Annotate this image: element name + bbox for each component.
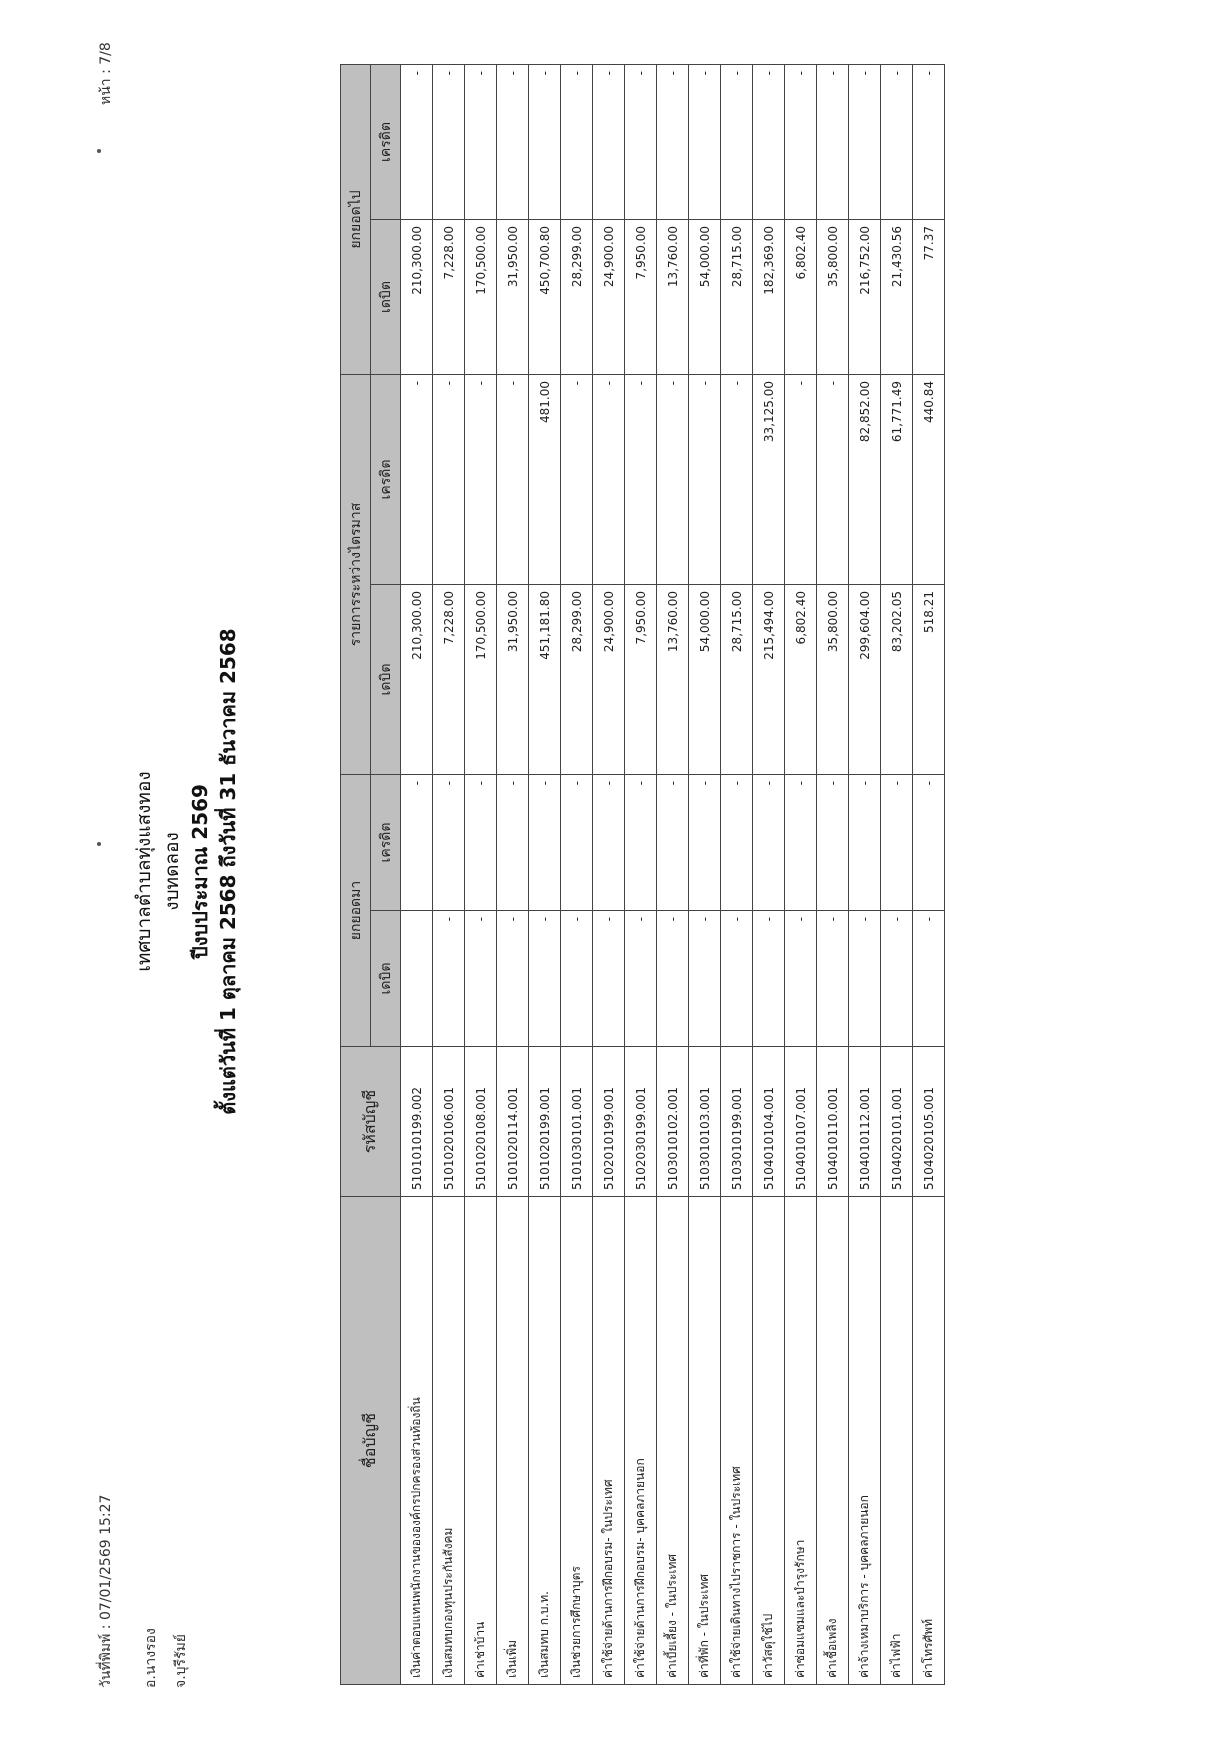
q-credit-cell: 61,771.49 [881,375,913,585]
q-debit-cell: 7,950.00 [625,585,657,775]
bf-credit-cell: - [785,775,817,911]
account-code-cell: 5104020105.001 [913,1047,945,1197]
print-date: วันที่พิมพ์ : 07/01/2569 15:27 [98,1494,114,1688]
q-credit-cell: 33,125.00 [753,375,785,585]
q-credit-cell: - [561,375,593,585]
table-row [593,65,625,1685]
account-code-cell: 5102030199.001 [625,1047,657,1197]
table-row [689,65,721,1685]
page-number: หน้า : 7/8 [98,42,114,105]
account-name-cell: เงินค่าตอบแทนพนักงานขององค์กรปกครองส่วนท้องถิ่น [401,1197,433,1685]
cf-debit-cell: 31,950.00 [497,220,529,375]
bf-debit-cell: - [657,911,689,1047]
q-debit-cell: 299,604.00 [849,585,881,775]
account-name-cell: ค่าเช่าบ้าน [465,1197,497,1685]
bf-credit-cell: - [529,775,561,911]
account-code-cell: 5101030101.001 [561,1047,593,1197]
bf-credit-cell: - [401,775,433,911]
cf-debit-cell: 216,752.00 [849,220,881,375]
q-credit-cell: - [433,375,465,585]
account-name-cell: เงินสมทบกองทุนประกันสังคม [433,1197,465,1685]
q-debit-cell: 170,500.00 [465,585,497,775]
cf-credit-cell: - [593,65,625,220]
cf-credit-cell: - [881,65,913,220]
table-row [401,65,433,1685]
bf-debit-cell: - [721,911,753,1047]
header-credit: เครดิต [371,775,401,911]
table-row [721,65,753,1685]
bf-debit-cell: - [433,911,465,1047]
account-name-cell: เงินสมทบ ก.บ.ท. [529,1197,561,1685]
bf-debit-cell: - [625,911,657,1047]
bf-credit-cell: - [881,775,913,911]
cf-credit-cell: - [497,65,529,220]
account-name-cell: ค่าวัสดุใช้ไป [753,1197,785,1685]
account-code-cell: 5101010199.002 [401,1047,433,1197]
cf-credit-cell: - [625,65,657,220]
q-credit-cell: - [401,375,433,585]
province-label: จ.บุรีรัมย์ [173,1633,189,1688]
bf-debit-cell: - [497,911,529,1047]
bf-credit-cell: - [753,775,785,911]
q-debit-cell: 83,202.05 [881,585,913,775]
cf-debit-cell: 7,950.00 [625,220,657,375]
bf-credit-cell: - [913,775,945,911]
header-account-code: รหัสบัญชี [341,1047,401,1197]
scan-dot [97,149,101,153]
account-code-cell: 5104010112.001 [849,1047,881,1197]
bf-debit-cell [401,911,433,1047]
bf-debit-cell: - [849,911,881,1047]
q-credit-cell: - [465,375,497,585]
account-name-cell: ค่าไฟฟ้า [881,1197,913,1685]
report-title-block [130,0,242,1743]
cf-debit-cell: 170,500.00 [465,220,497,375]
account-name-cell: ค่าใช้จ่ายด้านการฝึกอบรม- ในประเทศ [593,1197,625,1685]
cf-credit-cell: - [785,65,817,220]
cf-credit-cell: - [561,65,593,220]
q-credit-cell: - [721,375,753,585]
cf-debit-cell: 7,228.00 [433,220,465,375]
cf-debit-cell: 35,800.00 [817,220,849,375]
table-row [465,65,497,1685]
cf-credit-cell: - [657,65,689,220]
cf-credit-cell: - [721,65,753,220]
cf-debit-cell: 182,369.00 [753,220,785,375]
q-credit-cell: - [625,375,657,585]
header-debit: เดบิต [371,585,401,775]
cf-credit-cell: - [465,65,497,220]
cf-credit-cell: - [913,65,945,220]
cf-credit-cell: - [401,65,433,220]
q-debit-cell: 35,800.00 [817,585,849,775]
header-quarter-transactions: รายการระหว่างไตรมาส [341,375,371,775]
cf-debit-cell: 54,000.00 [689,220,721,375]
table-row [753,65,785,1685]
table-row [881,65,913,1685]
q-debit-cell: 215,494.00 [753,585,785,775]
q-debit-cell: 28,299.00 [561,585,593,775]
report-period: ตั้งแต่วันที่ 1 ตุลาคม 2568 ถึงวันที่ 31 ธันวาคม 2568 [216,628,240,1115]
q-credit-cell: - [657,375,689,585]
cf-debit-cell: 6,802.40 [785,220,817,375]
bf-debit-cell: - [561,911,593,1047]
org-name: เทศบาลตำบลทุ่งแสงทอง [133,771,155,972]
table-row [529,65,561,1685]
bf-debit-cell: - [593,911,625,1047]
bf-credit-cell: - [433,775,465,911]
account-name-cell: ค่าจ้างเหมาบริการ - บุคคลภายนอก [849,1197,881,1685]
q-credit-cell: - [593,375,625,585]
account-code-cell: 5104020101.001 [881,1047,913,1197]
header-debit: เดบิต [371,220,401,375]
account-code-cell: 5103010199.001 [721,1047,753,1197]
bf-debit-cell: - [465,911,497,1047]
header-carried-forward: ยกยอดไป [341,65,371,375]
bf-credit-cell: - [497,775,529,911]
header-credit: เครดิต [371,375,401,585]
q-debit-cell: 13,760.00 [657,585,689,775]
account-code-cell: 5104010110.001 [817,1047,849,1197]
account-code-cell: 5101020106.001 [433,1047,465,1197]
q-debit-cell: 518.21 [913,585,945,775]
bf-debit-cell: - [913,911,945,1047]
header-credit: เครดิต [371,65,401,220]
bf-credit-cell: - [465,775,497,911]
q-credit-cell: 440.84 [913,375,945,585]
account-name-cell: เงินเพิ่ม [497,1197,529,1685]
scan-dot [97,842,101,846]
cf-debit-cell: 28,299.00 [561,220,593,375]
bf-credit-cell: - [657,775,689,911]
trial-balance-table [340,64,945,1685]
account-name-cell: ค่าที่พัก - ในประเทศ [689,1197,721,1685]
q-debit-cell: 28,715.00 [721,585,753,775]
q-credit-cell: - [497,375,529,585]
cf-debit-cell: 210,300.00 [401,220,433,375]
table-row [657,65,689,1685]
account-name-cell: ค่าใช้จ่ายเดินทางไปราชการ - ในประเทศ [721,1197,753,1685]
cf-credit-cell: - [529,65,561,220]
table-row [849,65,881,1685]
bf-credit-cell: - [849,775,881,911]
table-row [817,65,849,1685]
q-credit-cell: 481.00 [529,375,561,585]
q-debit-cell: 6,802.40 [785,585,817,775]
bf-credit-cell: - [721,775,753,911]
cf-debit-cell: 13,760.00 [657,220,689,375]
account-name-cell: ค่าใช้จ่ายด้านการฝึกอบรม- บุคคลภายนอก [625,1197,657,1685]
table-row [433,65,465,1685]
q-debit-cell: 31,950.00 [497,585,529,775]
q-debit-cell: 24,900.00 [593,585,625,775]
bf-credit-cell: - [593,775,625,911]
account-name-cell: ค่าเชื้อเพลิง [817,1197,849,1685]
bf-credit-cell: - [817,775,849,911]
cf-debit-cell: 77.37 [913,220,945,375]
header-debit: เดบิต [371,911,401,1047]
bf-credit-cell: - [689,775,721,911]
q-debit-cell: 7,228.00 [433,585,465,775]
account-code-cell: 5102010199.001 [593,1047,625,1197]
cf-debit-cell: 450,700.80 [529,220,561,375]
table-body [401,65,945,1685]
bf-debit-cell: - [881,911,913,1047]
bf-debit-cell: - [689,911,721,1047]
cf-debit-cell: 28,715.00 [721,220,753,375]
q-credit-cell: - [689,375,721,585]
table-row [785,65,817,1685]
account-name-cell: เงินช่วยการศึกษาบุตร [561,1197,593,1685]
cf-credit-cell: - [433,65,465,220]
cf-credit-cell: - [817,65,849,220]
bf-debit-cell: - [529,911,561,1047]
cf-debit-cell: 21,430.56 [881,220,913,375]
account-code-cell: 5101020114.001 [497,1047,529,1197]
table-row [497,65,529,1685]
account-code-cell: 5103010103.001 [689,1047,721,1197]
q-credit-cell: - [785,375,817,585]
q-debit-cell: 451,181.80 [529,585,561,775]
account-name-cell: ค่าโทรศัพท์ [913,1197,945,1685]
cf-credit-cell: - [753,65,785,220]
bf-credit-cell: - [625,775,657,911]
district-label: อ.นางรอง [143,1628,159,1688]
table-row [625,65,657,1685]
q-credit-cell: 82,852.00 [849,375,881,585]
account-code-cell: 5101020199.001 [529,1047,561,1197]
account-name-cell: ค่าซ่อมแซมและบำรุงรักษา [785,1197,817,1685]
q-debit-cell: 54,000.00 [689,585,721,775]
table-row [561,65,593,1685]
account-code-cell: 5101020108.001 [465,1047,497,1197]
account-code-cell: 5104010107.001 [785,1047,817,1197]
bf-credit-cell: - [561,775,593,911]
cf-debit-cell: 24,900.00 [593,220,625,375]
bf-debit-cell: - [817,911,849,1047]
bf-debit-cell: - [753,911,785,1047]
account-code-cell: 5103010102.001 [657,1047,689,1197]
account-code-cell: 5104010104.001 [753,1047,785,1197]
header-account-name: ชื่อบัญชี [341,1197,401,1685]
q-debit-cell: 210,300.00 [401,585,433,775]
header-brought-forward: ยกยอดมา [341,775,371,1047]
cf-credit-cell: - [689,65,721,220]
report-name: งบทดลอง [161,832,183,911]
table-row [913,65,945,1685]
cf-credit-cell: - [849,65,881,220]
account-name-cell: ค่าเบี้ยเลี้ยง - ในประเทศ [657,1197,689,1685]
fiscal-year: ปีงบประมาณ 2569 [188,784,212,959]
bf-debit-cell: - [785,911,817,1047]
q-credit-cell: - [817,375,849,585]
